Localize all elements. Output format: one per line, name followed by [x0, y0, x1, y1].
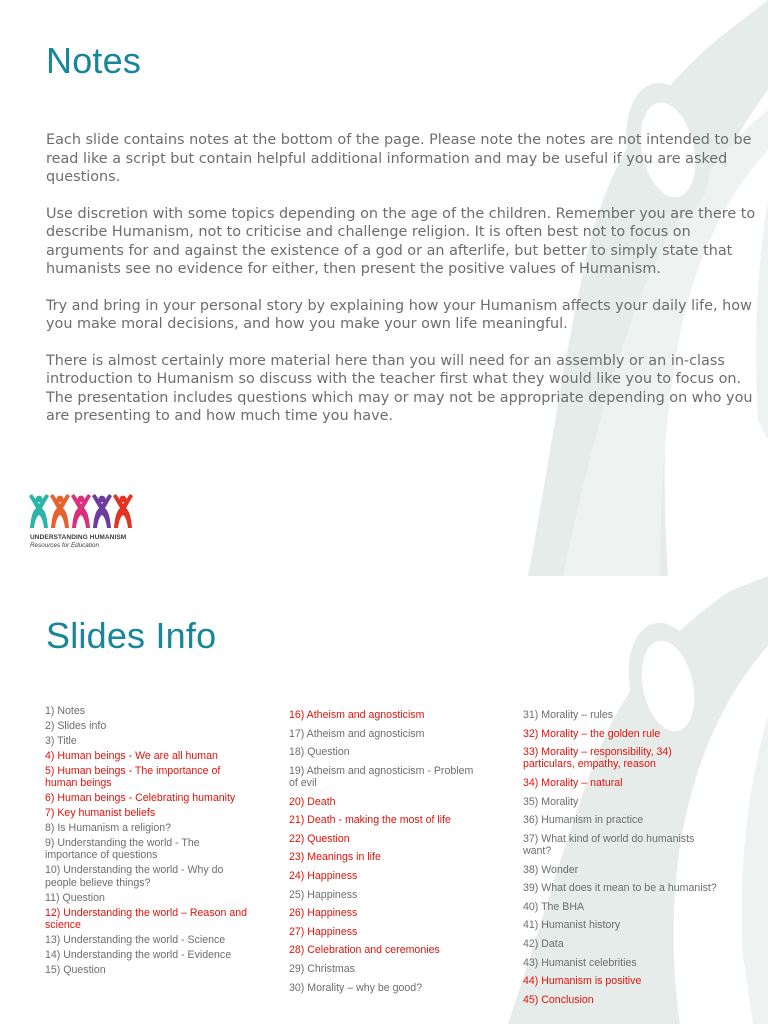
slide-list-item: 3) Title: [45, 735, 77, 747]
notes-paragraph: Use discretion with some topics depending on the age of the children. Remember you are there to describe Humanism, not to criticise and challenge religion. It is often best not to focus on arguments for and against the existence of a god or an afterlife, but better to simply state that humanists see no evidence for either, then present the positive values of Humanism.: [46, 205, 756, 277]
notes-paragraph: Each slide contains notes at the bottom of the page. Please note the notes are not intended to be read like a script but contain helpful additional information and may be useful if you are asked questions.: [46, 132, 752, 185]
slide-slides-info: [0, 576, 768, 1024]
slide-list-item: 6) Human beings - Celebrating humanity: [45, 792, 236, 805]
notes-paragraph: Try and bring in your personal story by explaining how your Humanism affects your daily life, how you make moral decisions, and how you make your own life meaningful.: [46, 297, 752, 332]
slide-list-item: 42) Data: [523, 937, 564, 950]
slide-list-item: 2) Slides info: [45, 720, 107, 732]
notes-paragraph: There is almost certainly more material here than you will need for an assembly or an in-class introduction to Humanism so discuss with the teacher first what they would like you to focus on. The presentation includes questions which may or may not be appropriate depending on who you are presenting to and how much time you have.: [46, 352, 753, 424]
notes-body: [46, 131, 756, 444]
slide-list-item: 26) Happiness: [289, 907, 358, 920]
logo-tagline: Resources for Education: [30, 542, 99, 549]
slide-list-column-1: [45, 705, 250, 979]
slide-list-item: 7) Key humanist beliefs: [45, 807, 156, 820]
slide-list-item: 34) Morality – natural: [523, 776, 623, 789]
slide-list-item: 4) Human beings - We are all human: [45, 750, 218, 762]
slide-list-item: 29) Christmas: [289, 962, 355, 975]
slide-list-item: 10) Understanding the world - Why do people believe things?: [45, 864, 224, 889]
slide-list-item: 20) Death: [289, 795, 336, 808]
understanding-humanism-logo: [28, 490, 148, 556]
slide-list-item: 13) Understanding the world - Science: [45, 933, 226, 946]
slide-list-column-3: [523, 709, 723, 1012]
slide-list-item: 1) Notes: [45, 705, 86, 717]
slide-list-item: 18) Question: [289, 746, 350, 759]
slide-list-item: 30) Morality – why be good?: [289, 981, 423, 994]
slide-list-item: 44) Humanism is positive: [523, 975, 642, 988]
slide-list-item: 17) Atheism and agnosticism: [289, 727, 425, 740]
page-title: Notes: [46, 40, 142, 81]
slide-list-item: 38) Wonder: [523, 863, 579, 876]
slide-list-column-2: [289, 709, 479, 1000]
slide-list-item: 36) Humanism in practice: [523, 814, 644, 827]
slide-list-item: 24) Happiness: [289, 869, 358, 882]
logo-figure-head: [36, 496, 43, 503]
slide-list-item: 27) Happiness: [289, 925, 358, 938]
slide-list-item: 9) Understanding the world - The importance of questions: [45, 837, 200, 862]
slide-list-item: 5) Human beings - The importance of human beings: [45, 765, 221, 790]
slide-list-item: 32) Morality – the golden rule: [523, 727, 661, 740]
slide-list-item: 39) What does it mean to be a humanist?: [523, 882, 717, 895]
slide-list-item: 28) Celebration and ceremonies: [289, 944, 440, 957]
logo-figure-head: [120, 496, 127, 503]
slide-list-item: 12) Understanding the world – Reason and science: [45, 906, 248, 931]
slide-list-item: 15) Question: [45, 963, 106, 976]
happy-human-figures-icon: [28, 490, 140, 530]
slide-list-item: 8) Is Humanism a religion?: [45, 822, 171, 835]
slide-list-item: 22) Question: [289, 832, 350, 845]
slide-list-item: 11) Question: [45, 891, 105, 904]
logo-figure-head: [78, 496, 85, 503]
slide-list-item: 21) Death - making the most of life: [289, 814, 451, 827]
logo-name: UNDERSTANDING HUMANISM: [30, 534, 127, 541]
slide-list-item: 16) Atheism and agnosticism: [289, 709, 425, 721]
slide-list-item: 45) Conclusion: [523, 993, 594, 1006]
logo-figure-head: [57, 496, 64, 503]
slide-list-item: 37) What kind of world do humanists want?: [523, 832, 695, 857]
slide-list-item: 33) Morality – responsibility, 34) particulars, empathy, reason: [523, 746, 672, 771]
slide-list-item: 14) Understanding the world - Evidence: [45, 948, 232, 961]
slide-list-item: 41) Humanist history: [523, 919, 621, 932]
slide-list-item: 19) Atheism and agnosticism - Problem of evil: [289, 764, 474, 789]
slide-list-item: 43) Humanist celebrities: [523, 956, 637, 969]
slide-list-item: 40) The BHA: [523, 900, 585, 913]
slide-list-item: 35) Morality: [523, 795, 579, 808]
section-title: Slides Info: [46, 615, 217, 656]
logo-figure-head: [99, 496, 106, 503]
slide-list-item: 23) Meanings in life: [289, 851, 381, 864]
slide-list-item: 25) Happiness: [289, 888, 358, 901]
slide-list-item: 31) Morality – rules: [523, 709, 614, 721]
